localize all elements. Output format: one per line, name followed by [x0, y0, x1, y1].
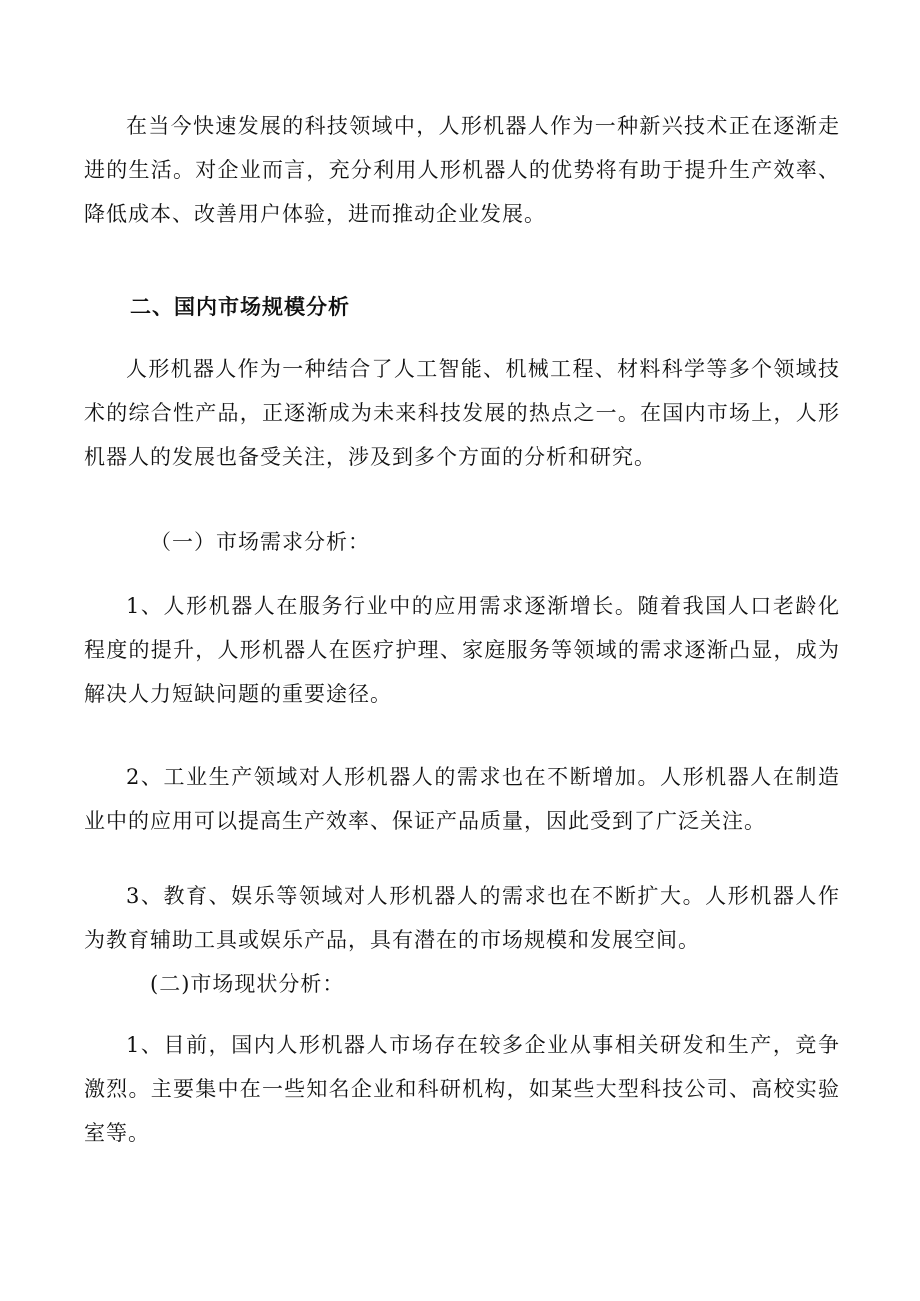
demand-item-1: 1、人形机器人在服务行业中的应用需求逐渐增长。随着我国人口老龄化程度的提升，人形机器人在医疗护理、家庭服务等领域的需求逐渐凸显，成为解决人力短缺问题的重要途径。: [84, 594, 840, 706]
demand-item-3: 3、教育、娱乐等领域对人形机器人的需求也在不断扩大。人形机器人作为教育辅助工具或娱乐产品，具有潜在的市场规模和发展空间。: [84, 884, 840, 952]
demand-item-2: 2、工业生产领域对人形机器人的需求也在不断增加。人形机器人在制造业中的应用可以提高生产效率、保证产品质量，因此受到了广泛关注。: [84, 765, 840, 833]
subsection-heading-demand: （一）市场需求分析：: [150, 530, 370, 554]
intro-paragraph: 在当今快速发展的科技领域中，人形机器人作为一种新兴技术正在逐渐走进的生活。对企业而言，充分利用人形机器人的优势将有助于提升生产效率、降低成本、改善用户体验，进而推动企业发展。: [84, 114, 840, 226]
section-heading-domestic-market: 二、国内市场规模分析: [130, 295, 350, 319]
status-item-1: 1、目前，国内人形机器人市场存在较多企业从事相关研发和生产，竞争激烈。主要集中在一些知名企业和科研机构，如某些大型科技公司、高校实验室等。: [84, 1033, 840, 1145]
subsection-heading-status: (二)市场现状分析：: [150, 972, 345, 996]
section-intro-paragraph: 人形机器人作为一种结合了人工智能、机械工程、材料科学等多个领域技术的综合性产品，正逐渐成为未来科技发展的热点之一。在国内市场上，人形机器人的发展也备受关注，涉及到多个方面的分析和研究。: [84, 357, 840, 469]
